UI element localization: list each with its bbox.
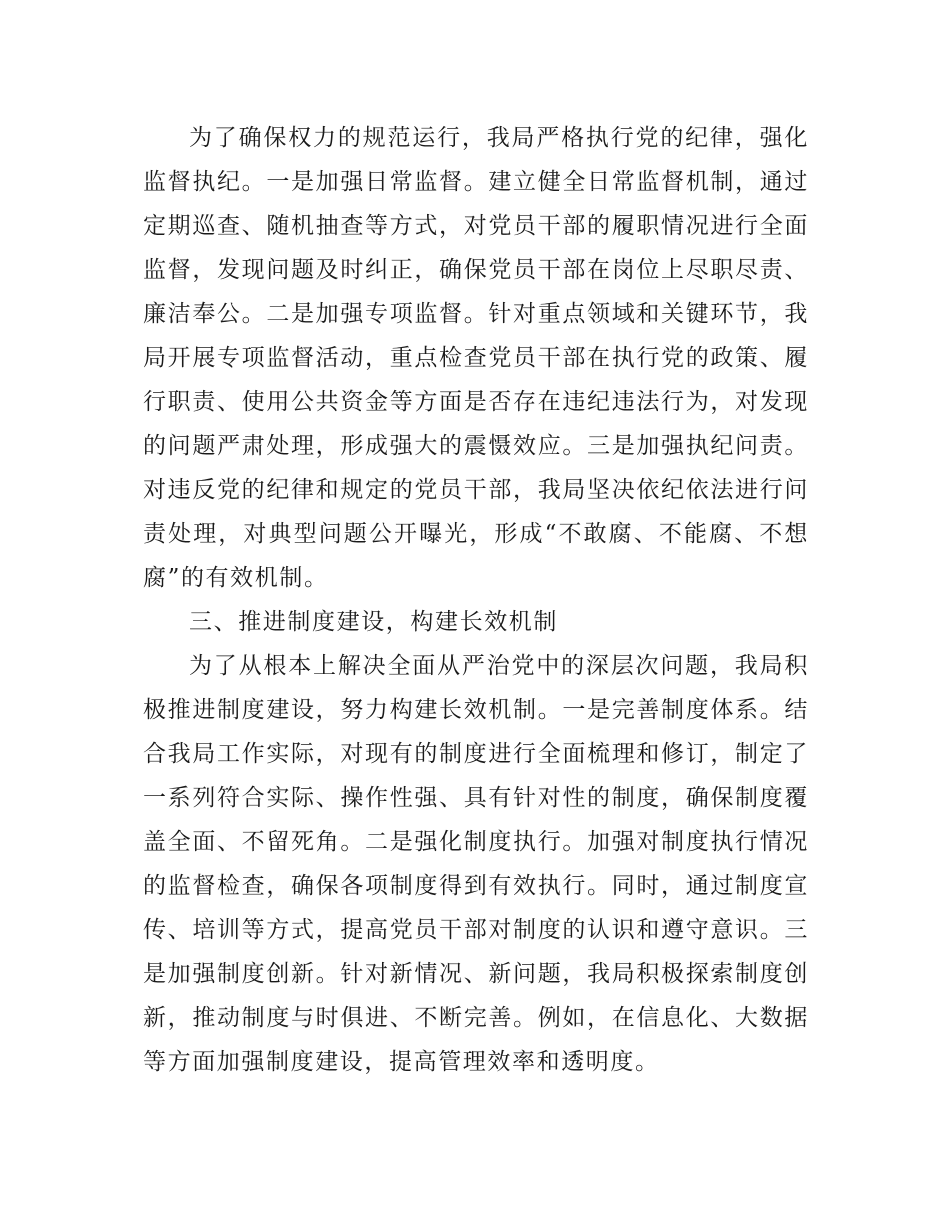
section-heading: 三、推进制度建设，构建长效机制 <box>189 609 558 635</box>
paragraph-system-construction: 为了从根本上解决全面从严治党中的深层次问题，我局积极推进制度建设，努力构建长效机制。一是完善制度体系。结合我局工作实际，对现有的制度进行全面梳理和修订，制定了一系列符合实际、操作性强、具有针对性的制度，确保制度覆盖全面、不留死角。二是强化制度执行。加强对制度执行情况的监督检查，确保各项制度得到有效执行。同时，通过制度宣传、培训等方式，提高党员干部对制度的认识和遵守意识。三是加强制度创新。针对新情况、新问题，我局积极探索制度创新，推动制度与时俱进、不断完善。例如，在信息化、大数据等方面加强制度建设，提高管理效率和透明度。 <box>143 653 809 1075</box>
document-page <box>143 116 809 1084</box>
paragraph-discipline-supervision: 为了确保权力的规范运行，我局严格执行党的纪律，强化监督执纪。一是加强日常监督。建立健全日常监督机制，通过定期巡查、随机抽查等方式，对党员干部的履职情况进行全面监督，发现问题及时纠正，确保党员干部在岗位上尽职尽责、廉洁奉公。二是加强专项监督。针对重点领域和关键环节，我局开展专项监督活动，重点检查党员干部在执行党的政策、履行职责、使用公共资金等方面是否存在违纪违法行为，对发现的问题严肃处理，形成强大的震慑效应。三是加强执纪问责。对违反党的纪律和规定的党员干部，我局坚决依纪依法进行问责处理，对典型问题公开曝光，形成“不敢腐、不能腐、不想腐”的有效机制。 <box>143 125 809 591</box>
